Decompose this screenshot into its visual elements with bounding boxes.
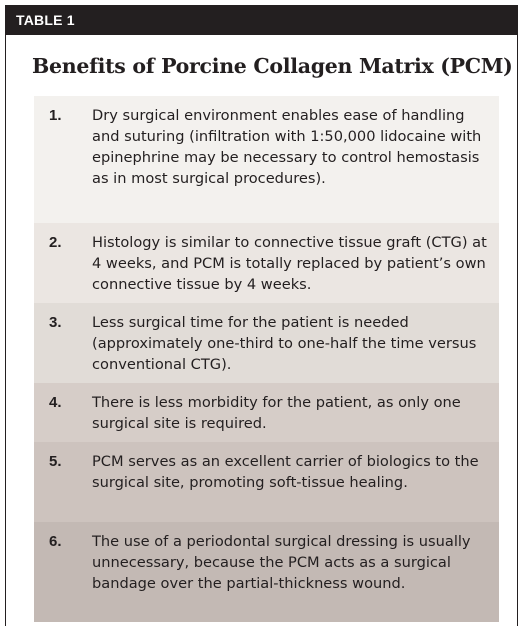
benefit-text: PCM serves as an excellent carrier of biologics to the surgical site, promoting soft-tissue healing. xyxy=(92,453,479,491)
table-frame xyxy=(5,5,518,626)
benefit-text: There is less morbidity for the patient, as only one surgical site is required. xyxy=(92,394,461,432)
benefit-text: Dry surgical environment enables ease of handling and suturing (infiltration with 1:50,000 lidocaine with epinephrine may be necessary to control hemostasis as in most surgical procedures). xyxy=(92,107,482,187)
benefit-row-3 xyxy=(34,303,499,383)
table-label-bar xyxy=(6,5,517,35)
benefit-row-4 xyxy=(34,383,499,442)
benefit-row-6 xyxy=(34,522,499,622)
benefit-number: 4. xyxy=(49,394,62,411)
benefit-row-2 xyxy=(34,223,499,303)
table-title: Benefits of Porcine Collagen Matrix (PCM) xyxy=(32,54,513,78)
table-label: TABLE 1 xyxy=(16,12,75,28)
benefit-number: 3. xyxy=(49,314,62,331)
benefit-text: Histology is similar to connective tissue graft (CTG) at 4 weeks, and PCM is totally replaced by patient’s own connective tissue by 4 weeks. xyxy=(92,234,487,293)
benefits-list xyxy=(34,96,499,622)
benefit-text: Less surgical time for the patient is needed (approximately one-third to one-half the time versus conventional CTG). xyxy=(92,314,477,373)
benefit-number: 2. xyxy=(49,234,62,251)
benefit-row-5 xyxy=(34,442,499,522)
benefit-text: The use of a periodontal surgical dressing is usually unnecessary, because the PCM acts as a surgical bandage over the partial-thickness wound. xyxy=(92,533,471,592)
benefit-number: 1. xyxy=(49,107,62,124)
benefit-number: 5. xyxy=(49,453,62,470)
benefit-row-1 xyxy=(34,96,499,223)
benefit-number: 6. xyxy=(49,533,62,550)
